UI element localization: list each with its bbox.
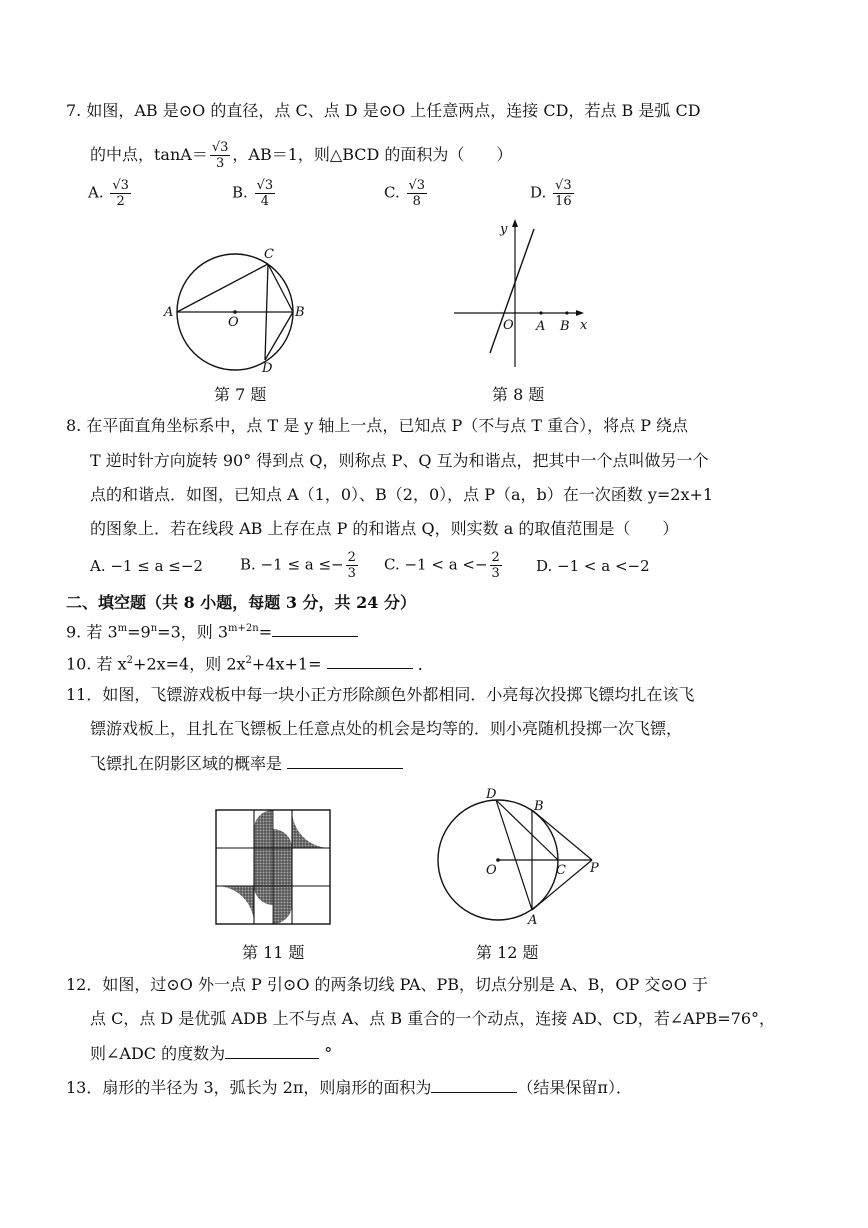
q8-option-b[interactable] <box>240 550 360 581</box>
fig8-label-o: O <box>503 318 514 333</box>
q8-option-b-num: 2 <box>347 550 356 565</box>
q7-line1: 7. 如图，AB 是⊙O 的直径，点 C、点 D 是⊙O 上任意两点，连接 CD，若点 B 是弧 CD <box>66 101 701 120</box>
q8-option-a[interactable]: A. −1 ≤ a ≤−2 <box>90 557 203 575</box>
fig7-line-bd <box>265 312 293 360</box>
figure-8 <box>450 215 600 375</box>
fig8-label-a: A <box>536 319 546 334</box>
q8-option-c-num: 2 <box>491 550 500 565</box>
q10-sup2: 2 <box>245 655 252 666</box>
q7-option-b[interactable] <box>232 178 277 209</box>
fig11-shaded-bottomleft <box>216 886 254 924</box>
q11-caption: 第 11 题 <box>242 943 305 962</box>
q7-option-b-label: B. <box>232 183 248 202</box>
q12-line3-text: 则∠ADC 的度数为 <box>90 1044 226 1063</box>
figure-7 <box>160 240 310 380</box>
q8-line4: 的图象上．若在线段 AB 上存在点 P 的和谐点 Q，则实数 a 的取值范围是（ ） <box>90 519 679 538</box>
q8-option-c-den: 3 <box>491 566 500 581</box>
q7-option-c-den: 8 <box>412 194 421 209</box>
q7-option-a-label: A. <box>88 183 104 202</box>
fig12-label-d: D <box>486 787 497 802</box>
q13-answer-blank[interactable] <box>431 1076 517 1093</box>
fig8-point-a <box>539 311 542 314</box>
q7-option-d-den: 16 <box>555 194 572 209</box>
q12-line2: 点 C，点 D 是优弧 ADB 上不与点 A、点 B 重合的一个动点，连接 AD、CD，若∠APB=76°， <box>90 1009 776 1028</box>
q7-option-c-num: √3 <box>408 178 426 193</box>
fig8-point-b <box>565 311 568 314</box>
q9-sup2: n <box>150 623 158 634</box>
q10-line <box>66 650 434 675</box>
fig7-center-dot <box>233 310 237 314</box>
fig11-shaded-topright <box>292 810 330 848</box>
q7-option-b-num: √3 <box>256 178 274 193</box>
fig7-label-c: C <box>264 247 274 262</box>
fig12-label-c: C <box>556 863 566 878</box>
figure-12 <box>430 786 610 926</box>
q9-line <box>66 618 358 643</box>
fig12-label-a: A <box>528 913 538 928</box>
q11-line3-text: 飞镖扎在阴影区域的概率是 <box>90 754 283 773</box>
q12-caption: 第 12 题 <box>476 943 539 962</box>
q7-option-c[interactable] <box>384 178 429 209</box>
q9-sup3: m+2n <box>228 623 259 634</box>
q9-mid2: =3，则 3 <box>157 622 229 642</box>
q7-tan-fraction <box>210 140 231 171</box>
q11-line2: 镖游戏板上，且扎在飞镖板上任意点处的机会是均等的．则小亮随机投掷一次飞镖， <box>90 719 683 738</box>
fig12-label-p: P <box>590 861 599 876</box>
q10-answer-blank[interactable] <box>327 652 413 669</box>
q11-line3 <box>90 752 403 775</box>
q7-caption: 第 7 题 <box>214 385 267 404</box>
q7-line2-b: ，AB＝1，则△BCD 的面积为（ ） <box>232 145 513 164</box>
q8-line3: 点的和谐点．如图，已知点 A（1，0）、B（2，0），点 P（a，b）在一次函数 y=2x+1 <box>90 485 714 504</box>
q10-end: ． <box>417 654 434 674</box>
figure-11 <box>216 810 330 924</box>
q7-tan-den: 3 <box>215 156 225 171</box>
fig8-label-x: x <box>580 318 588 333</box>
q10-sup1: 2 <box>126 655 134 666</box>
fig7-label-a: A <box>164 305 174 320</box>
q8-option-c[interactable] <box>384 550 504 581</box>
q7-tan-num: √3 <box>211 140 229 155</box>
fig12-line-ad <box>496 800 532 910</box>
fig11-shaded-bottom <box>273 886 292 924</box>
section-2-heading: 二、填空题（共 8 小题，每题 3 分，共 24 分） <box>66 593 416 612</box>
q7-option-c-label: C. <box>384 183 400 202</box>
fig7-line-cb <box>268 264 293 312</box>
q12-line1: 12．如图，过⊙O 外一点 P 引⊙O 的两条切线 PA、PB，切点分别是 A、B，OP 交⊙O 于 <box>66 975 708 994</box>
fig8-x-arrow <box>576 310 584 316</box>
fig12-label-b: B <box>534 799 544 814</box>
q9-pre: 9. 若 3 <box>66 622 118 642</box>
q13-line <box>66 1076 632 1099</box>
q13-post: （结果保留π）． <box>517 1078 632 1097</box>
q11-line1: 11．如图，飞镖游戏板中每一块小正方形除颜色外都相同．小亮每次投掷飞镖均扎在该飞 <box>66 685 695 704</box>
fig8-label-b: B <box>560 319 570 334</box>
fig8-y-arrow <box>512 219 518 227</box>
q7-option-a[interactable] <box>88 178 133 209</box>
fig11-shaded-top <box>254 810 273 848</box>
q9-sup1: m <box>117 623 128 634</box>
q9-post: = <box>258 622 273 642</box>
q8-option-b-den: 3 <box>347 566 356 581</box>
fig12-line-pb <box>532 810 592 860</box>
q11-answer-blank[interactable] <box>287 752 403 769</box>
q7-option-d-num: √3 <box>555 178 572 193</box>
q7-line2-a: 的中点，tanA＝ <box>90 145 208 164</box>
fig7-label-d: D <box>262 361 273 376</box>
fig7-label-o: O <box>228 315 239 330</box>
q7-option-d-label: D. <box>530 183 547 202</box>
q7-option-d[interactable] <box>530 178 576 209</box>
q13-pre: 13．扇形的半径为 3，弧长为 2π，则扇形的面积为 <box>66 1078 432 1097</box>
q8-line2: T 逆时针方向旋转 90° 得到点 Q，则称点 P、Q 互为和谐点，把其中一个点叫做另一个 <box>90 451 709 470</box>
q10-post: +4x+1= <box>251 654 322 674</box>
q7-option-a-den: 2 <box>116 194 125 209</box>
q8-option-b-text: B. −1 ≤ a ≤− <box>240 555 344 574</box>
fig12-center-dot <box>496 858 500 862</box>
fig12-label-o: O <box>486 863 497 878</box>
q12-line3 <box>90 1042 332 1065</box>
q8-line1: 8. 在平面直角坐标系中，点 T 是 y 轴上一点，已知点 P（不与点 T 重合），将点 P 绕点 <box>66 416 689 435</box>
fig7-line-ac <box>177 264 268 312</box>
fig8-line <box>490 229 534 353</box>
q12-degree: ° <box>324 1044 333 1063</box>
q7-option-b-den: 4 <box>260 194 269 209</box>
q9-answer-blank[interactable] <box>272 620 358 637</box>
q12-answer-blank[interactable] <box>225 1042 319 1059</box>
q8-option-c-text: C. −1 < a <− <box>384 555 488 574</box>
q10-pre: 10. 若 x <box>66 654 127 674</box>
q7-line2 <box>90 140 512 171</box>
q8-caption: 第 8 题 <box>492 385 545 404</box>
q9-mid: =9 <box>127 622 151 642</box>
fig8-label-y: y <box>500 222 508 237</box>
q8-option-d[interactable]: D. −1 < a <−2 <box>536 557 650 575</box>
q7-option-a-num: √3 <box>112 178 129 193</box>
fig7-label-b: B <box>295 305 305 320</box>
q10-mid: +2x=4，则 2x <box>133 654 246 674</box>
